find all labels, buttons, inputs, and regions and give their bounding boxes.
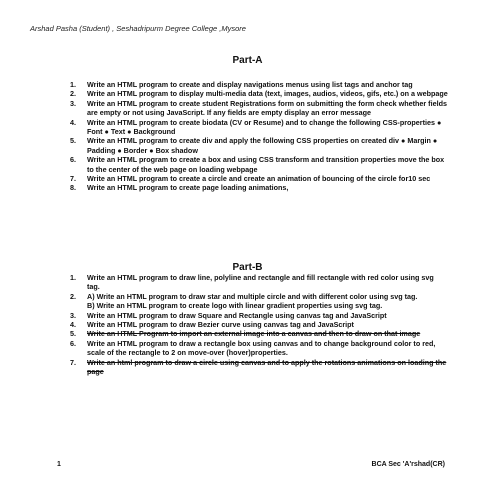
task-number: 7. [70, 357, 76, 367]
task-number: 2. [70, 291, 76, 301]
task-number: 1. [70, 80, 76, 89]
task-number: 6. [70, 155, 76, 165]
part-b-title: Part-B [232, 262, 263, 273]
task-number: 4. [70, 320, 76, 330]
task-number: 1. [70, 273, 76, 282]
footer-label: BCA Sec 'A'rshad(CR) [371, 461, 445, 468]
header-note: Arshad Pasha (Student) , Seshadripurm Degree College ,Mysore [30, 24, 246, 33]
task-text: Write an HTML program to create a box and using CSS transform and transition properties move the box to the center of the web page on loading webpage [87, 155, 445, 174]
task-item [70, 358, 448, 377]
task-item [70, 329, 448, 338]
task-item [70, 183, 448, 192]
task-item [70, 273, 448, 292]
task-text: Write an HTML program to create student Registrations form on submitting the form check whether fields are empty or not using JavaScript. If any fields are empty display an error message [87, 98, 447, 118]
task-number: 4. [70, 117, 76, 127]
task-item [70, 99, 448, 118]
task-item [70, 174, 448, 183]
task-number: 3. [70, 98, 76, 108]
page-number: 1 [57, 461, 61, 468]
part-b-list [70, 273, 448, 376]
task-text: Write an HTML program to display multi-media data (text, images, audios, videos, gifs, etc.) on a webpage [87, 89, 448, 99]
task-number: 2. [70, 89, 76, 99]
task-text: Write an HTML program to create a circle and create an animation of bouncing of the circle for10 sec [87, 174, 431, 184]
task-number: 8. [70, 183, 76, 193]
task-text: Write an HTML program to create page loading animations, [87, 183, 289, 193]
task-text: Write an HTML program to create biodata (CV or Resume) and to change the following CSS-properties ● Font ● Text ● Background [87, 117, 442, 137]
task-text: Write an HTML program to create and display navigations menus using list tags and anchor tag [87, 80, 413, 89]
task-number: 5. [70, 136, 76, 146]
task-item [70, 311, 448, 320]
task-number: 7. [70, 174, 76, 184]
task-text: Write an HTML program to draw Square and Rectangle using canvas tag and JavaScript [87, 310, 387, 320]
task-subtext: B) Write an HTML program to create logo with linear gradient properties using svg tag. [87, 301, 383, 311]
task-text: Write an HTML program to draw a rectangle box using canvas and to change background color to red, scale of the rectangle to 2 on move-over (hover)properties. [87, 338, 436, 358]
task-number: 6. [70, 338, 76, 348]
task-item [70, 80, 448, 89]
task-item [70, 89, 448, 98]
task-item [70, 320, 448, 329]
task-text: Write an HTML program to create div and apply the following CSS properties on created div ● Margin ● Padding ● Border ● Box shadow [87, 136, 438, 155]
task-item [70, 292, 448, 311]
task-text: Write an HTML program to draw line, polyline and rectangle and fill rectangle with red color using svg tag. [87, 273, 434, 292]
task-item [70, 339, 448, 358]
task-item [70, 118, 448, 137]
task-number: 3. [70, 310, 76, 320]
task-number: 5. [70, 329, 76, 339]
task-text: Write an html program to draw a circle using canvas and to apply the rotations animations on loading the page [87, 357, 447, 377]
task-text: A) Write an HTML program to draw star and multiple circle and with different color using svg tag. [87, 291, 418, 301]
task-item [70, 155, 448, 174]
task-text: Write an HTML Program to import an external image into a canvas and then to draw on that image [87, 329, 421, 339]
task-item [70, 136, 448, 155]
task-text: Write an HTML program to draw Bezier curve using canvas tag and JavaScript [87, 320, 354, 330]
part-a-list [70, 80, 448, 193]
part-a-title: Part-A [232, 55, 263, 66]
